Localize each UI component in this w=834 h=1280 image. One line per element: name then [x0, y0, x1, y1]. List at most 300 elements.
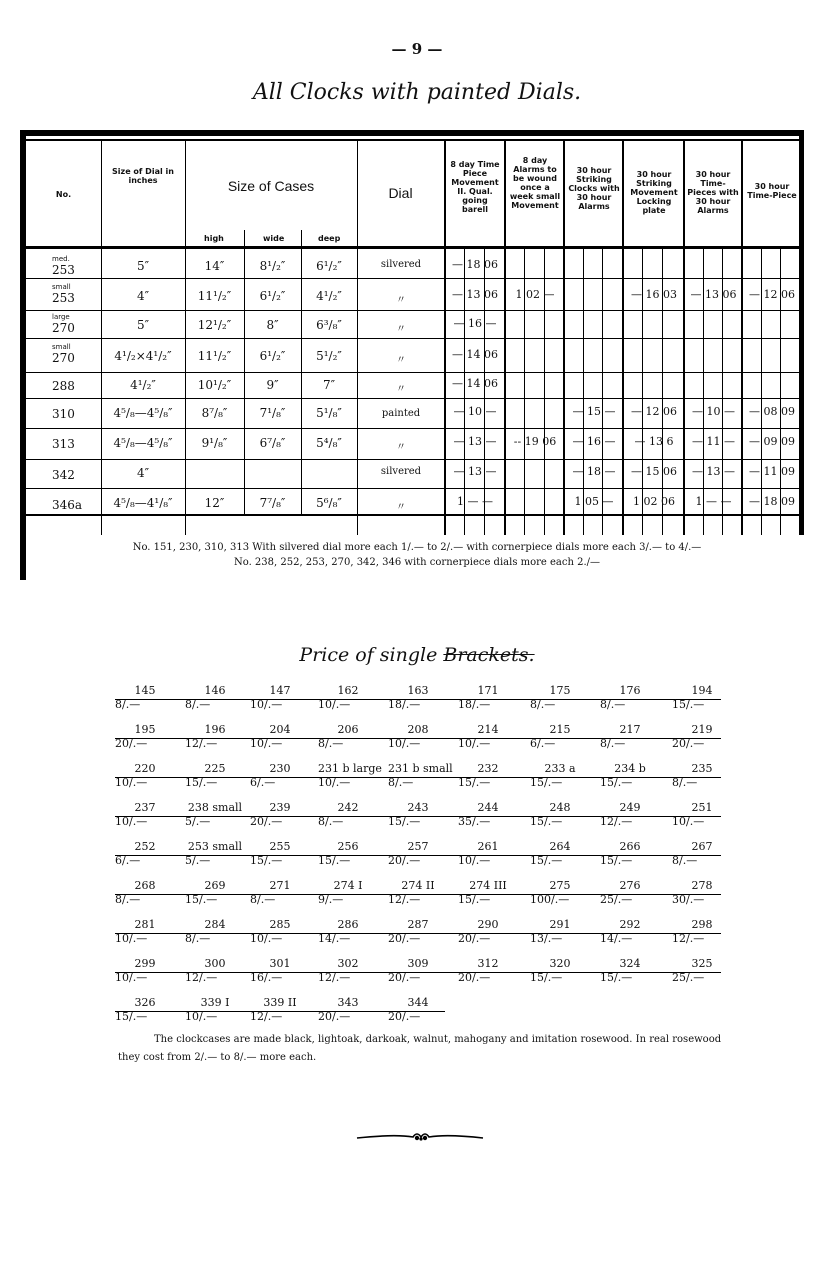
- bracket-item: [250, 918, 310, 945]
- bracket-number: 281: [134, 918, 156, 931]
- bracket-price: 20/.—: [318, 1010, 351, 1023]
- bracket-number: 163: [407, 684, 429, 697]
- bracket-price: 10/.—: [250, 737, 283, 750]
- bracket-number: 276: [619, 879, 641, 892]
- bracket-price: 10/.—: [250, 698, 283, 711]
- row-number: 346a: [52, 498, 83, 512]
- bracket-item: [115, 879, 175, 906]
- price-m6: — 11 09: [749, 465, 795, 478]
- dial-size: 4⁵/₈—4⁵/₈″: [113, 436, 173, 450]
- bracket-item: [600, 879, 660, 906]
- case-deep: 5⁶/₈″: [316, 496, 342, 510]
- bracket-item: [530, 879, 590, 906]
- bracket-price: 20/.—: [388, 971, 421, 984]
- bracket-item: [250, 762, 310, 789]
- bracket-item: [388, 762, 453, 789]
- bracket-number: 291: [549, 918, 571, 931]
- price-m4: — 16 03: [631, 288, 677, 301]
- row-line: [26, 488, 799, 489]
- bracket-item: [458, 957, 518, 984]
- bracket-price: 20/.—: [458, 932, 491, 945]
- bracket-number: 235: [691, 762, 713, 775]
- bracket-price: 15/.—: [600, 854, 633, 867]
- bracket-item: [115, 957, 175, 984]
- bracket-number: 274 II: [401, 879, 435, 892]
- dial-type: 〃: [396, 502, 406, 513]
- bracket-item: [458, 879, 518, 906]
- row-number: 288: [52, 379, 75, 393]
- price-m4: — 13 6: [634, 435, 674, 448]
- bracket-price: 8/.—: [318, 737, 344, 750]
- bracket-item: [672, 840, 732, 867]
- case-wide: 6⁷/₈″: [259, 436, 286, 450]
- bracket-item: [458, 723, 518, 750]
- price-m1: — 13 06: [452, 288, 498, 301]
- bracket-item: [250, 840, 310, 867]
- bracket-number: 278: [691, 879, 713, 892]
- note-line-1: No. 151, 230, 310, 313 With silvered dial more each 1/.— to 2/.— with cornerpiece dials more each 3/.— to 4/.—: [132, 542, 702, 553]
- bracket-item: [250, 957, 310, 984]
- price-m1: — 13 —: [453, 465, 497, 478]
- bracket-item: [458, 762, 518, 789]
- case-high: 12″: [204, 496, 225, 510]
- price-m3: — 18 —: [572, 465, 616, 478]
- dial-size: 4¹/₂×4¹/₂″: [114, 349, 172, 363]
- bracket-item: [388, 918, 448, 945]
- row-number: 270: [52, 321, 75, 335]
- bracket-number: 237: [134, 801, 156, 814]
- bracket-number: 146: [204, 684, 226, 697]
- price-m1: — 10 —: [453, 405, 497, 418]
- bracket-price: 12/.—: [185, 737, 218, 750]
- bracket-number: 344: [407, 996, 429, 1009]
- dial-type: painted: [381, 408, 421, 419]
- bracket-price: 20/.—: [115, 737, 148, 750]
- bracket-number: 196: [204, 723, 226, 736]
- bracket-price: 8/.—: [388, 776, 414, 789]
- row-line: [26, 278, 799, 279]
- bracket-price: 10/.—: [458, 737, 491, 750]
- bracket-number: 284: [204, 918, 226, 931]
- bracket-price: 16/.—: [250, 971, 283, 984]
- bracket-price: 12/.—: [388, 893, 421, 906]
- header-movement-2: 8 day Alarms to be wound once a week small Movement: [509, 156, 561, 210]
- bracket-price: 15/.—: [250, 854, 283, 867]
- bracket-item: [458, 684, 518, 711]
- bracket-price: 100/.—: [530, 893, 570, 906]
- bracket-item: [672, 918, 732, 945]
- price-m3: 1 05 —: [574, 495, 614, 508]
- bracket-price: 12/.—: [600, 815, 633, 828]
- bracket-number: 255: [269, 840, 291, 853]
- bracket-number: 343: [337, 996, 359, 1009]
- bracket-number: 286: [337, 918, 359, 931]
- price-m5: — 10 —: [692, 405, 735, 418]
- price-m5: — 13 06: [690, 288, 737, 301]
- bracket-price: 15/.—: [530, 815, 563, 828]
- bracket-number: 242: [337, 801, 359, 814]
- header-movement-5: 30 hour Time-Pieces with 30 hour Alarms: [687, 170, 739, 215]
- bracket-price: 15/.—: [530, 854, 563, 867]
- bracket-item: [318, 879, 378, 906]
- bracket-price: 15/.—: [600, 971, 633, 984]
- bracket-item: [250, 801, 310, 828]
- case-wide: 7⁷/₈″: [259, 496, 286, 510]
- bracket-price: 5/.—: [185, 815, 211, 828]
- header-size-cases: Size of Cases: [227, 178, 315, 194]
- bracket-item: [250, 879, 310, 906]
- dial-size: 4⁵/₈—4¹/₈″: [113, 496, 173, 510]
- row-line: [26, 338, 799, 339]
- brackets-title-a: Price of single: [299, 644, 438, 666]
- bracket-item: [600, 762, 660, 789]
- dial-type: 〃: [396, 324, 406, 335]
- case-high: 8⁷/₈″: [201, 406, 228, 420]
- bracket-price: 10/.—: [318, 698, 351, 711]
- footer-note: The clockcases are made black, lightoak, darkoak, walnut, mahogany and imitation rosewood. In real rosewood they cost from 2/.— to 8/.— more each.: [118, 1034, 722, 1063]
- bracket-item: [600, 957, 660, 984]
- price-m4: — 12 06: [631, 405, 677, 418]
- bracket-number: 233 a: [544, 762, 576, 775]
- table-bottom-line: [26, 514, 799, 516]
- bracket-number: 271: [269, 879, 291, 892]
- case-deep: 5¹/₈″: [316, 406, 342, 420]
- bracket-number: 266: [619, 840, 641, 853]
- bracket-number: 175: [549, 684, 571, 697]
- bracket-number: 206: [337, 723, 359, 736]
- bracket-number: 251: [691, 801, 713, 814]
- bracket-price: 12/.—: [672, 932, 705, 945]
- bracket-number: 339 I: [200, 996, 230, 1009]
- header-deep: deep: [318, 234, 341, 243]
- bracket-price: 20/.—: [388, 1010, 421, 1023]
- bracket-number: 220: [134, 762, 156, 775]
- sub-line: [602, 249, 603, 535]
- bracket-price: 6/.—: [250, 776, 276, 789]
- row-qualifier: small: [52, 343, 71, 351]
- bracket-number: 248: [549, 801, 571, 814]
- bracket-price: 25/.—: [600, 893, 633, 906]
- bracket-number: 231 b small: [388, 762, 453, 775]
- bracket-price: 8/.—: [672, 776, 698, 789]
- bracket-item: [318, 723, 378, 750]
- bracket-number: 287: [407, 918, 429, 931]
- bracket-number: 234 b: [614, 762, 646, 775]
- bracket-number: 225: [204, 762, 226, 775]
- bracket-number: 256: [337, 840, 359, 853]
- bracket-number: 238 small: [187, 801, 243, 814]
- header-movement-3: 30 hour Striking Clocks with 30 hour Alarms: [568, 166, 620, 211]
- bracket-number: 243: [407, 801, 429, 814]
- case-deep: 7″: [322, 378, 336, 392]
- bracket-number: 292: [619, 918, 641, 931]
- page-title: All Clocks with painted Dials.: [252, 80, 582, 105]
- bracket-item: [318, 801, 378, 828]
- case-high: 11¹/₂″: [197, 349, 232, 363]
- bracket-price: 35/.—: [458, 815, 491, 828]
- sub-line: [301, 230, 302, 247]
- bracket-item: [388, 684, 448, 711]
- header-no: No.: [55, 190, 72, 199]
- bracket-number: 219: [691, 723, 713, 736]
- bracket-item: [530, 684, 590, 711]
- case-deep: 4¹/₂″: [316, 289, 342, 303]
- header-high: high: [204, 234, 224, 243]
- bracket-price: 15/.—: [458, 893, 491, 906]
- bracket-item: [388, 996, 448, 1023]
- dial-type: 〃: [396, 442, 406, 453]
- table-header-divider: [20, 246, 804, 249]
- bracket-number: 257: [407, 840, 429, 853]
- price-m4: 1 02 06: [633, 495, 675, 508]
- price-m3: — 16 —: [572, 435, 616, 448]
- price-m1: — 18 06: [452, 258, 498, 271]
- price-m1: — 16 —: [453, 317, 497, 330]
- bracket-number: 264: [549, 840, 571, 853]
- bracket-item: [672, 879, 732, 906]
- case-wide: 7¹/₈″: [259, 406, 286, 420]
- bracket-price: 18/.—: [458, 698, 491, 711]
- bracket-item: [115, 996, 175, 1023]
- bracket-price: 10/.—: [115, 971, 148, 984]
- bracket-item: [530, 801, 590, 828]
- price-m1: 1 — —: [457, 495, 493, 508]
- price-m5: — 13 —: [692, 465, 735, 478]
- bracket-number: 214: [477, 723, 499, 736]
- bracket-number: 215: [549, 723, 571, 736]
- case-high: 10¹/₂″: [197, 378, 232, 392]
- dial-size: 4″: [136, 289, 150, 303]
- price-m1: — 14 06: [452, 348, 498, 361]
- bracket-item: [318, 684, 378, 711]
- bracket-number: 275: [549, 879, 571, 892]
- bracket-item: [388, 723, 448, 750]
- bracket-price: 12/.—: [185, 971, 218, 984]
- bracket-item: [672, 957, 732, 984]
- bracket-item: [250, 996, 310, 1023]
- bracket-price: 30/.—: [672, 893, 705, 906]
- bracket-number: 320: [549, 957, 571, 970]
- row-line: [26, 459, 799, 460]
- bracket-item: [318, 918, 378, 945]
- bracket-price: 15/.—: [672, 698, 705, 711]
- sub-line: [244, 230, 245, 247]
- bracket-item: [672, 684, 732, 711]
- bracket-item: [530, 840, 590, 867]
- bracket-number: 339 II: [263, 996, 297, 1009]
- bracket-price: 8/.—: [115, 893, 141, 906]
- bracket-item: [115, 723, 175, 750]
- bracket-item: [530, 957, 590, 984]
- bracket-number: 204: [269, 723, 291, 736]
- bracket-price: 18/.—: [388, 698, 421, 711]
- bracket-number: 268: [134, 879, 156, 892]
- bracket-price: 20/.—: [388, 854, 421, 867]
- case-high: 14″: [204, 259, 225, 273]
- bracket-number: 195: [134, 723, 156, 736]
- row-line: [26, 372, 799, 373]
- bracket-price: 20/.—: [250, 815, 283, 828]
- bracket-number: 194: [691, 684, 713, 697]
- bracket-price: 10/.—: [250, 932, 283, 945]
- price-m4: — 15 06: [631, 465, 677, 478]
- bracket-number: 326: [134, 996, 156, 1009]
- bracket-item: [318, 840, 378, 867]
- bracket-price: 10/.—: [185, 1010, 218, 1023]
- bracket-price: 9/.—: [318, 893, 344, 906]
- ornament-divider: [355, 1130, 485, 1144]
- case-wide: 8¹/₂″: [259, 259, 286, 273]
- bracket-number: 290: [477, 918, 499, 931]
- bracket-item: [250, 723, 310, 750]
- case-deep: 6¹/₂″: [316, 259, 342, 273]
- bracket-number: 252: [134, 840, 156, 853]
- bracket-item: [115, 918, 175, 945]
- price-m6: — 18 09: [749, 495, 795, 508]
- dial-type: 〃: [396, 295, 406, 306]
- bracket-number: 300: [204, 957, 226, 970]
- bracket-price: 6/.—: [530, 737, 556, 750]
- price-m6: — 09 09: [749, 435, 795, 448]
- price-m5: — 11 —: [692, 435, 735, 448]
- bracket-price: 20/.—: [458, 971, 491, 984]
- bracket-item: [672, 762, 732, 789]
- bracket-number: 298: [691, 918, 713, 931]
- case-wide: 8″: [266, 318, 279, 332]
- price-m6: — 12 06: [749, 288, 795, 301]
- bracket-price: 12/.—: [318, 971, 351, 984]
- row-line: [26, 428, 799, 429]
- bracket-number: 230: [269, 762, 291, 775]
- bracket-price: 10/.—: [672, 815, 705, 828]
- bracket-price: 20/.—: [388, 932, 421, 945]
- note-line-2: No. 238, 252, 253, 270, 342, 346 with cornerpiece dials more each 2./—: [233, 557, 601, 568]
- sub-line: [583, 249, 584, 535]
- bracket-number: 244: [477, 801, 499, 814]
- bracket-price: 15/.—: [458, 776, 491, 789]
- bracket-item: [185, 762, 245, 789]
- bracket-number: 208: [407, 723, 429, 736]
- bracket-number: 302: [337, 957, 359, 970]
- header-wide: wide: [263, 234, 285, 243]
- bracket-price: 25/.—: [672, 971, 705, 984]
- bracket-item: [600, 723, 660, 750]
- price-m3: — 15 —: [572, 405, 616, 418]
- row-number: 313: [52, 437, 75, 451]
- case-deep: 6³/₈″: [316, 318, 342, 332]
- bracket-price: 6/.—: [115, 854, 141, 867]
- bracket-price: 8/.—: [185, 932, 211, 945]
- bracket-item: [388, 879, 448, 906]
- bracket-price: 15/.—: [600, 776, 633, 789]
- dial-type: 〃: [396, 355, 406, 366]
- bracket-item: [318, 957, 378, 984]
- bracket-item: [458, 918, 518, 945]
- header-movement-1: 8 day Time Piece Movement II. Qual. going barell: [450, 160, 500, 214]
- bracket-number: 269: [204, 879, 226, 892]
- bracket-number: 267: [691, 840, 713, 853]
- bracket-price: 15/.—: [115, 1010, 148, 1023]
- bracket-price: 20/.—: [672, 737, 705, 750]
- row-line: [26, 398, 799, 399]
- dial-size: 4¹/₂″: [130, 378, 156, 392]
- case-wide: 6¹/₂″: [259, 289, 286, 303]
- bracket-price: 8/.—: [672, 854, 698, 867]
- row-number: 270: [52, 351, 75, 365]
- bracket-number: 249: [619, 801, 641, 814]
- price-m2: -- 19 06: [513, 435, 557, 448]
- bracket-number: 324: [619, 957, 641, 970]
- bracket-item: [600, 918, 660, 945]
- row-line: [26, 310, 799, 311]
- case-high: 12¹/₂″: [197, 318, 232, 332]
- bracket-item: [672, 723, 732, 750]
- row-qualifier: small: [52, 283, 71, 291]
- bracket-item: [185, 996, 245, 1023]
- dial-type: silvered: [380, 259, 422, 270]
- row-qualifier: large: [52, 313, 70, 321]
- bracket-item: [250, 684, 310, 711]
- table-top-border-inner: [20, 139, 804, 141]
- bracket-item: [318, 762, 382, 789]
- bracket-price: 13/.—: [530, 932, 563, 945]
- bracket-item: [672, 801, 732, 828]
- header-movement-4: 30 hour Striking Movement Locking plate: [630, 170, 678, 215]
- bracket-item: [185, 879, 245, 906]
- header-movement-6: 30 hour Time-Piece: [747, 182, 797, 200]
- bracket-number: 299: [134, 957, 156, 970]
- bracket-price: 15/.—: [530, 776, 563, 789]
- bracket-number: 171: [477, 684, 499, 697]
- row-number: 310: [52, 407, 75, 421]
- bracket-number: 145: [134, 684, 156, 697]
- bracket-number: 239: [269, 801, 291, 814]
- bracket-item: [185, 918, 245, 945]
- price-m5: 1 — —: [695, 495, 732, 508]
- header-size-dial: Size of Dial in inches: [112, 167, 174, 185]
- row-number: 253: [52, 291, 75, 305]
- bracket-price: 8/.—: [250, 893, 276, 906]
- brackets-title: [0, 644, 834, 666]
- bracket-item: [388, 840, 448, 867]
- bracket-price: 15/.—: [530, 971, 563, 984]
- dial-size: 5″: [136, 318, 150, 332]
- bracket-price: 14/.—: [600, 932, 633, 945]
- bracket-item: [115, 801, 175, 828]
- bracket-price: 8/.—: [600, 698, 626, 711]
- row-number: 342: [52, 468, 75, 482]
- bracket-number: 162: [337, 684, 359, 697]
- bracket-number: 217: [619, 723, 641, 736]
- dial-size: 5″: [136, 259, 150, 273]
- bracket-price: 10/.—: [458, 854, 491, 867]
- bracket-price: 12/.—: [250, 1010, 283, 1023]
- dial-type: 〃: [396, 384, 406, 395]
- dial-size: 4⁵/₈—4⁵/₈″: [113, 406, 173, 420]
- bracket-number: 312: [477, 957, 499, 970]
- bracket-number: 147: [269, 684, 291, 697]
- bracket-number: 274 I: [333, 879, 363, 892]
- bracket-price: 10/.—: [115, 815, 148, 828]
- case-wide: 6¹/₂″: [259, 349, 286, 363]
- bracket-item: [318, 996, 378, 1023]
- bracket-item: [600, 801, 660, 828]
- bracket-item: [600, 684, 660, 711]
- bracket-price: 8/.—: [185, 698, 211, 711]
- bracket-item: [115, 684, 175, 711]
- case-wide: 9″: [266, 378, 279, 392]
- bracket-price: 8/.—: [530, 698, 556, 711]
